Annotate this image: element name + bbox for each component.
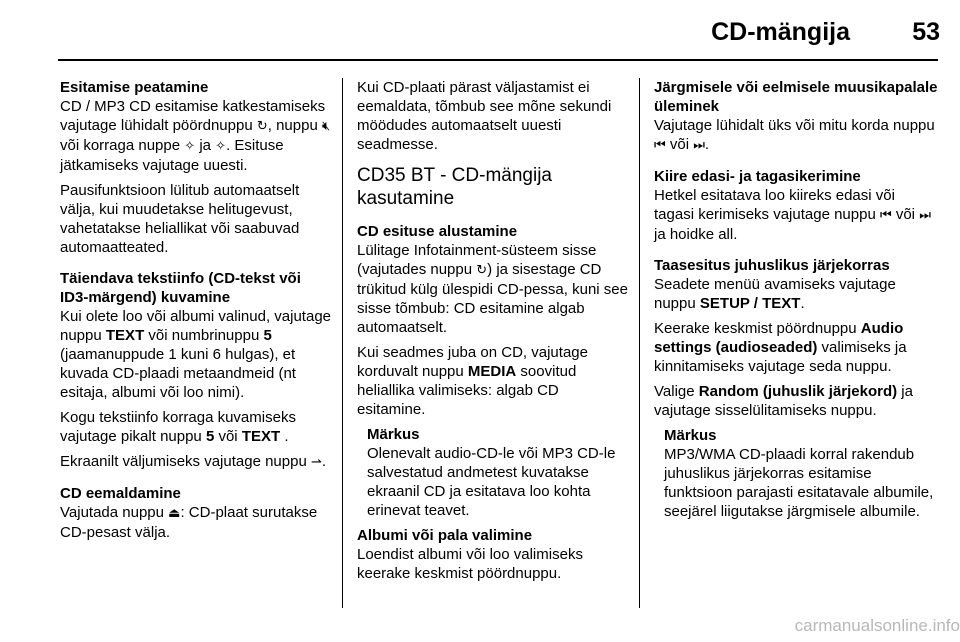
page-title: CD-mängija [711, 18, 850, 46]
heading-next-prev: Järgmisele või eelmisele muusikapalale üleminek [654, 79, 938, 115]
header-rule [58, 59, 938, 61]
column-1 [60, 78, 332, 548]
heading-select-album: Albumi või pala valimine [357, 527, 533, 544]
note-title: Märkus [664, 427, 717, 444]
heading-start-cd: CD esituse alustamine [357, 223, 518, 240]
column-3 [654, 78, 938, 527]
column-divider-1 [342, 78, 343, 608]
paragraph-next-prev: Vajutage lühidalt üks või mitu korda nuppu ⏮ või ⏭. [654, 117, 935, 153]
paragraph-insert-cd: Lülitage Infotainment-süsteem sisse (vajutades nuppu ↻) ja sisestage CD trükitud külg ülespidi CD-pessa, kuni see sisse tõmbub: CD esitamine algab automaatselt. [357, 242, 628, 336]
note-text: MP3/WMA CD-plaadi korral rakendub juhuslikus järjekorras esitamise funktsioon parajasti esitatavale albumile, seejärel liigutakse järgmisele albumile. [664, 446, 934, 520]
previous-track-icon: ⏮ [879, 208, 892, 223]
paragraph-exit: Ekraanilt väljumiseks vajutage nuppu ⇀. [60, 453, 327, 470]
paragraph-eject: Vajutada nuppu ⏏: CD-plaat surutakse CD-pesast välja. [60, 504, 318, 541]
previous-track-icon: ⏮ [654, 138, 666, 153]
paragraph-pause: CD / MP3 CD esitamise katkestamiseks vajutage lühidalt pöördnuppu ↻, nuppu 🔇︎ või korraga nuppe ✧ ja ✧. Esituse jätkamiseks vajutage uuesti. [60, 98, 331, 174]
power-knob-icon: ↻ [476, 263, 488, 278]
paragraph-text-info: Kui olete loo või albumi valinud, vajutage nuppu TEXT või numbrinuppu 5 (jaamanuppude 1 kuni 6 hulgas), et kuvada CD-plaadi metaandmeid (nt esitaja, albumi või loo nimi). [60, 308, 332, 401]
heading-stop-playback: Esitamise peatamine [60, 79, 209, 96]
eject-icon: ⏏ [168, 506, 181, 521]
paragraph-auto-retract: Kui CD-plaati pärast väljastamist ei eemaldata, tõmbub see mõne sekundi möödudes automaatselt uuesti seadmesse. [357, 79, 612, 153]
section-title-cd35: CD35 BT - CD-mängija kasutamine [357, 165, 552, 209]
paragraph-audio-settings: Keerake keskmist pöördnuppu Audio settings (audioseaded) valimiseks ja kinnitamiseks vajutage seda nuppu. [654, 320, 907, 375]
heading-eject: CD eemaldamine [60, 485, 181, 502]
column-divider-2 [639, 78, 640, 608]
next-track-icon: ⏭ [693, 138, 705, 153]
heading-random: Taasesitus juhuslikus järjekorras [654, 257, 890, 274]
volume-down-icon: ✧ [215, 139, 227, 154]
note-text: Olenevalt audio-CD-le või MP3 CD-le salvestatud andmetest kuvatakse ekraanil CD ja esitatava loo kohta erinevat teavet. [367, 445, 616, 519]
next-track-icon: ⏭ [919, 208, 931, 223]
back-icon: ⇀ [310, 455, 322, 470]
paragraph-fast-forward: Hetkel esitatava loo kiireks edasi või tagasi kerimiseks vajutage nuppu ⏮ või ⏭ ja hoidke all. [654, 187, 931, 243]
mute-icon: 🔇︎ [321, 119, 331, 134]
paragraph-all-text: Kogu tekstiinfo korraga kuvamiseks vajutage pikalt nuppu 5 või TEXT . [60, 409, 296, 445]
note-block [367, 425, 629, 520]
heading-text-info: Täiendava tekstiinfo (CD-tekst või ID3-märgend) kuvamine [60, 270, 301, 306]
paragraph-random-select: Valige Random (juhuslik järjekord) ja vajutage sisselülitamiseks nuppu. [654, 383, 913, 419]
note-title: Märkus [367, 426, 420, 443]
paragraph-media: Kui seadmes juba on CD, vajutage korduvalt nuppu MEDIA soovitud heliallika valimiseks: algab CD esitamine. [357, 344, 588, 418]
volume-up-icon: ✧ [184, 139, 196, 154]
column-2 [357, 78, 629, 589]
paragraph-select-album: Loendist albumi või loo valimiseks keerake keskmist pöördnuppu. [357, 546, 583, 582]
heading-fast-forward: Kiire edasi- ja tagasikerimine [654, 168, 861, 185]
footer-watermark: carmanualsonline.info [794, 616, 960, 635]
paragraph-setup: Seadete menüü avamiseks vajutage nuppu SETUP / TEXT. [654, 276, 896, 312]
paragraph-pause-off: Pausifunktsioon lülitub automaatselt välja, kui muudetakse helitugevust, vahetatakse heliallikat või saabuvad automaatteated. [60, 182, 300, 256]
power-knob-icon: ↻ [256, 119, 268, 134]
note-block [664, 426, 938, 521]
page-number: 53 [912, 18, 940, 46]
